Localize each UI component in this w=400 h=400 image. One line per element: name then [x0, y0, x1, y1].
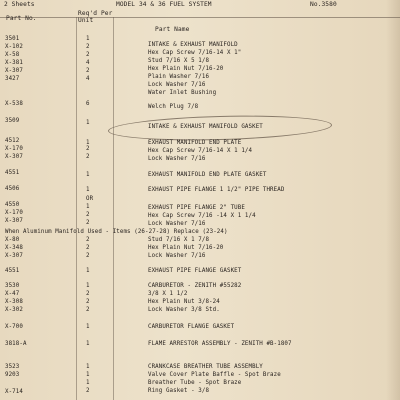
part-no: 3523: [5, 364, 20, 370]
qty: 1: [86, 172, 90, 178]
qty: 1: [86, 268, 90, 274]
part-no: 4550: [5, 202, 20, 208]
part-name: CRANKCASE BREATHER TUBE ASSEMBLY: [148, 364, 263, 370]
qty: 2: [86, 307, 90, 313]
part-no: X-47: [5, 291, 20, 297]
qty: 2: [86, 291, 90, 297]
qty-or: OR: [86, 196, 94, 202]
part-name: EXHAUST MANIFOLD END PLATE GASKET: [148, 172, 267, 178]
col-header-part-name: Part Name: [155, 26, 190, 33]
col-header-part-no: Part No.: [6, 15, 37, 22]
part-no: 9203: [5, 372, 20, 378]
document-number: No.3580: [310, 1, 337, 8]
qty: 2: [86, 245, 90, 251]
part-no: X-307: [5, 253, 23, 259]
part-name: Breather Tube - Spot Braze: [148, 380, 242, 386]
part-name: Lock Washer 3/8 Std.: [148, 307, 220, 313]
part-no: X-307: [5, 218, 23, 224]
part-no: 4551: [5, 170, 20, 176]
part-no: X-302: [5, 307, 23, 313]
part-name: INTAKE & EXHAUST MANIFOLD GASKET: [148, 124, 263, 130]
part-name: EXHAUST PIPE FLANGE GASKET: [148, 268, 242, 274]
qty: 1: [86, 372, 90, 378]
part-no: X-80: [5, 237, 20, 243]
part-name: 3/8 X 1 1/2: [148, 291, 188, 297]
part-name: EXHAUST PIPE FLANGE 1 1/2" PIPE THREAD: [148, 187, 285, 193]
part-name: FLAME ARRESTOR ASSEMBLY - ZENITH #B-1807: [148, 341, 292, 347]
part-name: INTAKE & EXHAUST MANIFOLD: [148, 42, 238, 48]
qty: 1: [86, 120, 90, 126]
aluminum-manifold-note: When Aluminum Manifold Used - Items (26-27-28) Replace (23-24): [5, 229, 228, 235]
qty: 1: [86, 204, 90, 210]
part-no: X-307: [5, 68, 23, 74]
sheet-count: 2 Sheets: [4, 1, 35, 8]
qty: 2: [86, 388, 90, 394]
qty: 1: [86, 324, 90, 330]
part-no: X-348: [5, 245, 23, 251]
qty: 4: [86, 60, 90, 66]
qty: 2: [86, 299, 90, 305]
part-no: X-307: [5, 154, 23, 160]
part-no: X-308: [5, 299, 23, 305]
part-name: Welch Plug 7/8: [148, 104, 199, 110]
col-header-reqd: Req'd Per Unit: [78, 10, 113, 24]
part-no: 3818-A: [5, 341, 27, 347]
qty: 2: [86, 220, 90, 226]
part-no: X-714: [5, 389, 23, 395]
part-no: X-381: [5, 60, 23, 66]
part-name: Hex Cap Screw 7/16-14 X 1 1/4: [148, 148, 253, 154]
part-no: 4551: [5, 268, 20, 274]
part-name: Hex Plain Nut 7/16-20: [148, 66, 224, 72]
part-no: 3530: [5, 283, 20, 289]
part-name: Stud 7/16 X 5 1/8: [148, 58, 210, 64]
part-name: Hex Cap Screw 7/16-14 X 1": [148, 50, 242, 56]
qty: 1: [86, 36, 90, 42]
qty: 6: [86, 101, 90, 107]
qty: 1: [86, 341, 90, 347]
part-no: X-102: [5, 44, 23, 50]
part-name: Hex Plain Nut 3/8-24: [148, 299, 220, 305]
part-name: Stud 7/16 X 1 7/8: [148, 237, 210, 243]
part-name: Lock Washer 7/16: [148, 221, 206, 227]
part-name: Lock Washer 7/16: [148, 82, 206, 88]
qty: 1: [86, 283, 90, 289]
part-no: X-700: [5, 324, 23, 330]
qty: 1: [86, 380, 90, 386]
part-no: 4506: [5, 186, 20, 192]
part-name: CARBURETOR - ZENITH #55282: [148, 283, 242, 289]
qty: 2: [86, 146, 90, 152]
part-name: Hex Plain Nut 7/16-20: [148, 245, 224, 251]
part-no: 3501: [5, 36, 20, 42]
part-name: Plain Washer 7/16: [148, 74, 210, 80]
part-name: Water Inlet Bushing: [148, 90, 217, 96]
part-name: CARBURETOR FLANGE GASKET: [148, 324, 235, 330]
part-no: X-538: [5, 101, 23, 107]
part-name: Lock Washer 7/16: [148, 156, 206, 162]
part-name: EXHAUST MANIFOLD END PLATE: [148, 140, 242, 146]
qty: 2: [86, 253, 90, 259]
qty: 2: [86, 154, 90, 160]
qty: 4: [86, 76, 90, 82]
model-title: MODEL 34 & 36 FUEL SYSTEM: [116, 1, 212, 8]
qty: 2: [86, 212, 90, 218]
qty: 2: [86, 68, 90, 74]
part-no: X-170: [5, 210, 23, 216]
part-no: 3427: [5, 76, 20, 82]
page-edge-shadow: [386, 0, 400, 400]
part-name: EXHAUST PIPE FLANGE 2" TUBE: [148, 205, 245, 211]
part-name: Lock Washer 7/16: [148, 253, 206, 259]
part-name: Ring Gasket - 3/8: [148, 388, 210, 394]
qty: 1: [86, 140, 90, 146]
part-no: 4512: [5, 138, 20, 144]
part-name: Valve Cover Plate Baffle - Spot Braze: [148, 372, 281, 378]
qty: 2: [86, 44, 90, 50]
qty: 1: [86, 364, 90, 370]
qty: 2: [86, 52, 90, 58]
qty: 1: [86, 187, 90, 193]
qty: 2: [86, 237, 90, 243]
header-rule: [0, 17, 400, 18]
column-divider: [76, 17, 77, 400]
part-no: X-58: [5, 52, 20, 58]
part-no: 3509: [5, 118, 20, 124]
part-name: Hex Cap Screw 7/16 -14 X 1 1/4: [148, 213, 256, 219]
column-divider: [113, 17, 114, 400]
part-no: X-170: [5, 146, 23, 152]
